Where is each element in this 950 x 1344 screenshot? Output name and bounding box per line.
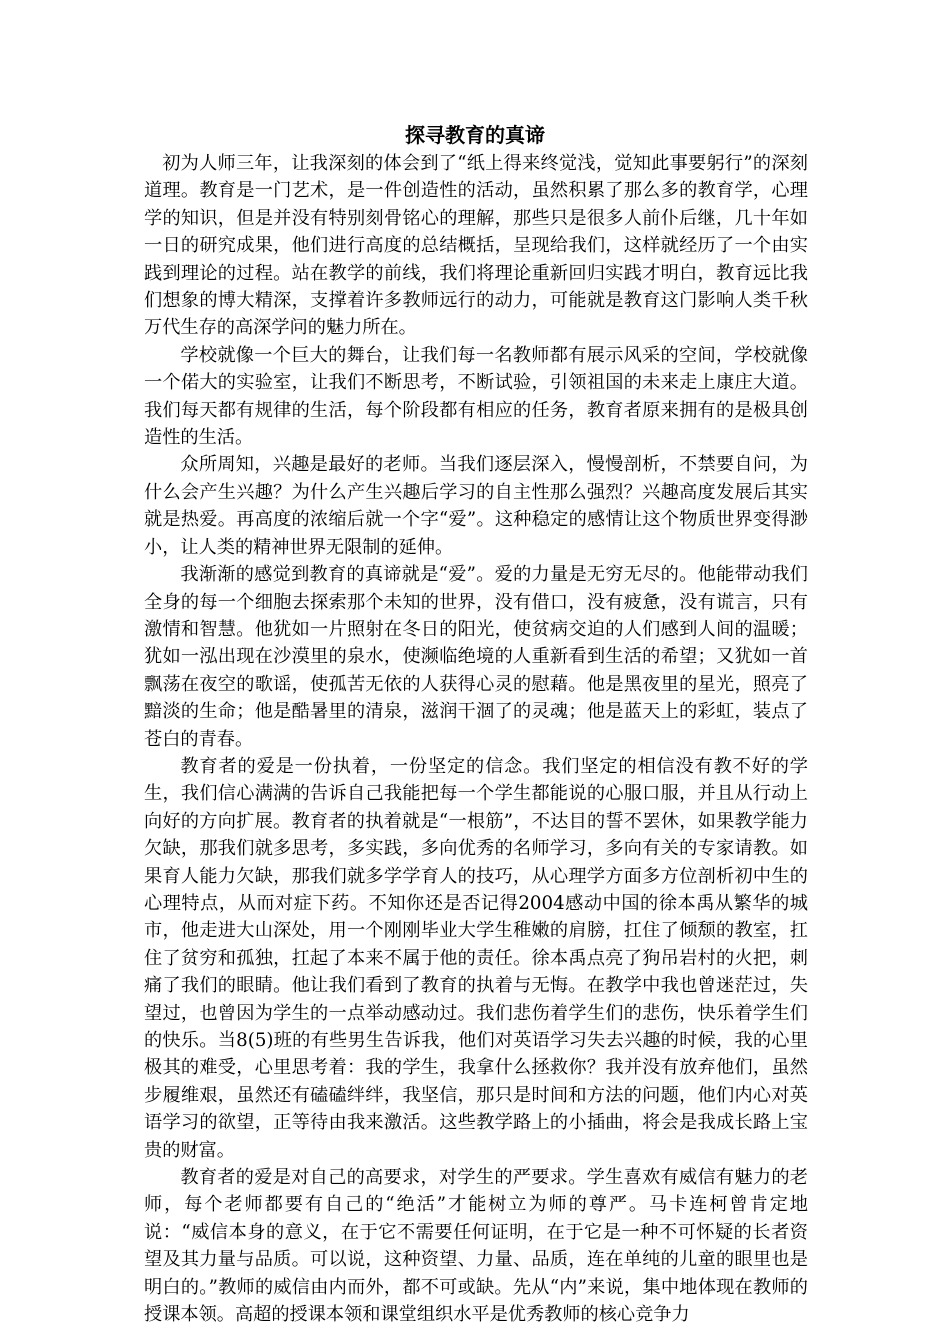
paragraph-5: 教育者的爱是一份执着，一份坚定的信念。我们坚定的相信没有教不好的学生，我们信心满满的告诉自己我能把每一个学生都能说的心服口服，并且从行动上向好的方向扩展。教育者的执着就是“一根筋”，不达目的誓不罢休，如果教学能力欠缺，那我们就多思考，多实践，多向优秀的名师学习，多向有关的专家请教。如果育人能力欠缺，那我们就多学学育人的技巧，从心理学方面多方位剖析初中生的心理特点，从而对症下药。不知你还是否记得2004感动中国的徐本禹从繁华的城市，他走进大山深处，用一个刚刚毕业大学生稚嫩的肩膀，扛住了倾颓的教室，扛住了贫穷和孤独，扛起了本来不属于他的责任。徐本禹点亮了狗吊岩村的火把，刺痛了我们的眼睛。他让我们看到了教育的执着与无悔。在教学中我也曾迷茫过，失望过，也曾因为学生的一点举动感动过。我们悲伤着学生们的悲伤，快乐着学生们的快乐。当8(5)班的有些男生告诉我，他们对英语学习失去兴趣的时候，我的心里极其的难受，心里思考着：我的学生，我拿什么拯救你？我并没有放弃他们，虽然步履维艰，虽然还有磕磕绊绊，我坚信，那只是时间和方法的问题，他们内心对英语学习的欲望，正等待由我来激活。这些教学路上的小插曲，将会是我成长路上宝贵的财富。	[144, 755, 808, 1161]
paragraph-2: 学校就像一个巨大的舞台，让我们每一名教师都有展示风采的空间，学校就像一个偌大的实验室，让我们不断思考，不断试验，引领祖国的未来走上康庄大道。我们每天都有规律的生活，每个阶段都有相应的任务，教育者原来拥有的是极具创造性的生活。	[144, 344, 808, 449]
document-title: 探寻教育的真谛	[405, 123, 545, 147]
document-body	[144, 150, 808, 1328]
paragraph-4: 我渐渐的感觉到教育的真谛就是“爱”。爱的力量是无穷无尽的。他能带动我们全身的每一个细胞去探索那个未知的世界，没有借口，没有疲惫，没有谎言，只有激情和智慧。他犹如一片照射在冬日的阳光，使贫病交迫的人们感到人间的温暖；犹如一泓出现在沙漠里的泉水，使濒临绝境的人重新看到生活的希望；又犹如一首飘荡在夜空的歌谣，使孤苦无依的人获得心灵的慰藉。他是黑夜里的星光，照亮了黯淡的生命；他是酷暑里的清泉，滋润干涸了的灵魂；他是蓝天上的彩虹，装点了苍白的青春。	[144, 564, 808, 750]
paragraph-3: 众所周知，兴趣是最好的老师。当我们逐层深入，慢慢剖析，不禁要自问，为什么会产生兴趣？为什么产生兴趣后学习的自主性那么强烈？兴趣高度发展后其实就是热爱。再高度的浓缩后就一个字“爱”。这种稳定的感情让这个物质世界变得渺小，让人类的精神世界无限制的延伸。	[144, 454, 808, 558]
paragraph-6: 教育者的爱是对自己的高要求，对学生的严要求。学生喜欢有威信有魅力的老师，每个老师都要有自己的“绝活”才能树立为师的尊严。马卡连柯曾肯定地说：“威信本身的意义，在于它不需要任何证明，在于它是一种不可怀疑的长者资望及其力量与品质。可以说，这种资望、力量、品质，连在单纯的儿童的眼里也是明白的。”教师的威信由内而外，都不可或缺。先从“内”来说，集中地体现在教师的授课本领。高超的授课本领和课堂组织水平是优秀教师的核心竞争力	[144, 1167, 808, 1326]
paragraph-1: 初为人师三年，让我深刻的体会到了“纸上得来终觉浅，觉知此事要躬行”的深刻道理。教育是一门艺术，是一件创造性的活动，虽然积累了那么多的教育学，心理学的知识，但是并没有特别刻骨铭心的理解，那些只是很多人前仆后继，几十年如一日的研究成果，他们进行高度的总结概括，呈现给我们，这样就经历了一个由实践到理论的过程。站在教学的前线，我们将理论重新回归实践才明白，教育远比我们想象的博大精深，支撑着许多教师远行的动力，可能就是教育这门影响人类千秋万代生存的高深学问的魅力所在。	[144, 153, 808, 339]
